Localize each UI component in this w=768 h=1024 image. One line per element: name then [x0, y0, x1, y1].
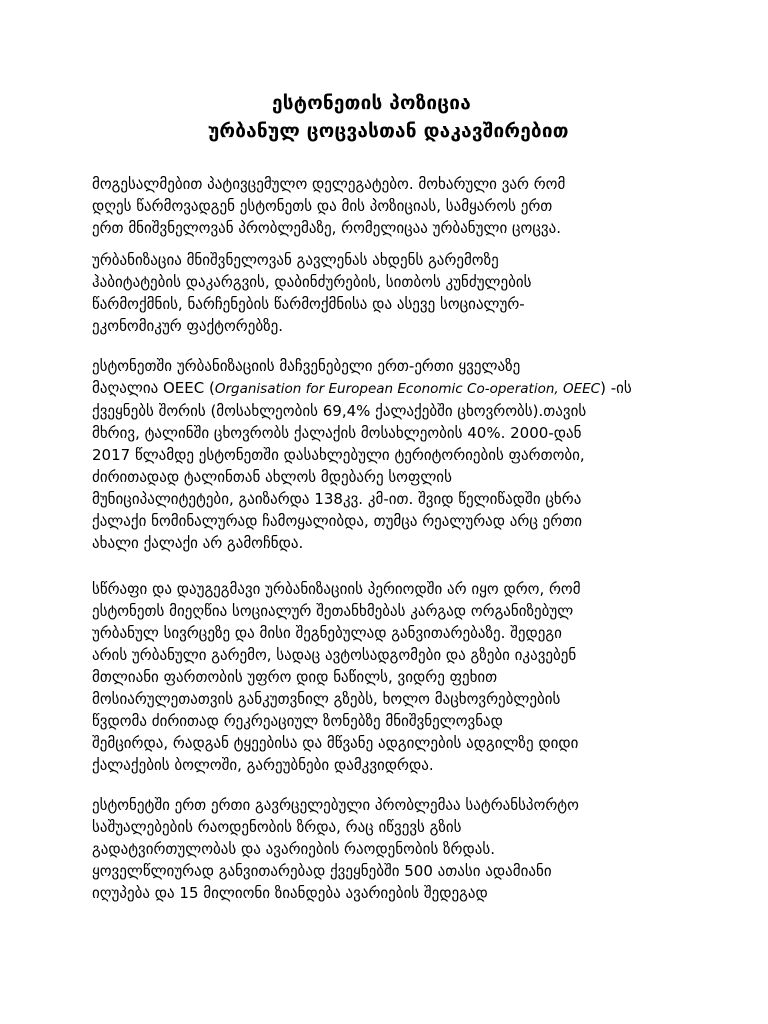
- paragraph-transport-problem: [92, 794, 692, 904]
- paragraph-line: ქალაქი ნომინალურად ჩამოყალიბდა, თუმცა რეალურად არც ერთი: [92, 512, 583, 530]
- paragraph-line: დღეს წარმოვადგენ ესტონეთს და მის პოზიციას, სამყაროს ერთ: [92, 197, 553, 215]
- paragraph-urbanization-impact: [92, 249, 692, 337]
- paragraph-line: მხრივ, ტალინში ცხოვრობს ქალაქის მოსახლეობის 40%. 2000-დან: [92, 424, 582, 442]
- document-title-line-2: ურბანულ ცოცვასთან დაკავშირებით: [208, 120, 569, 142]
- paragraph-estonia-statistics: [92, 355, 692, 554]
- paragraph-line: მოსიარულეთათვის განკუთვნილ გზებს, ხოლო მაცხოვრებლების: [92, 690, 561, 708]
- paragraph-line: ყოველწლიურად განვითარებად ქვეყნებში 500 ათასი ადამიანი: [92, 862, 552, 880]
- paragraph-line: ქვეყნებს შორის (მოსახლეობის 69,4% ქალაქებში ცხოვრობს).თავის: [92, 402, 587, 420]
- paragraph-line: არის ურბანული გარემო, სადაც ავტოსადგომები და გზები იკავებენ: [92, 646, 577, 664]
- paragraph-line: ესტონეტში ერთ ერთი გავრცელებული პრობლემაა სატრანსპორტო: [92, 796, 579, 814]
- document-title-line-1: ესტონეთის პოზიცია: [272, 92, 471, 114]
- paragraph-line: წვდომა ძირითად რეკრეაციულ ზონებზე მნიშვნელოვნად: [92, 712, 503, 730]
- paragraph-line: გადატვირთულობას და ავარიების რაოდენობის ზრდას.: [92, 840, 495, 858]
- paragraph-line: ეკონომიკურ ფაქტორებზე.: [92, 317, 283, 335]
- paragraph-line: მთლიანი ფართობის უფრო დიდ ნაწილს, ვიდრე ფეხით: [92, 668, 498, 686]
- line-segment: ) -ის: [600, 379, 632, 397]
- paragraph-line: ურბანიზაცია მნიშვნელოვან გავლენას ახდენს გარემოზე: [92, 251, 499, 269]
- paragraph-unplanned-urbanization: [92, 578, 692, 776]
- paragraph-line: ესტონეთს მიეღწია სოციალურ შეთანხმებას კარგად ორგანიზებულ: [92, 602, 574, 620]
- paragraph-line-with-italic: [92, 377, 692, 400]
- paragraph-line: სწრაფი და დაუგეგმავი ურბანიზაციის პერიოდში არ იყო დრო, რომ: [92, 580, 581, 598]
- paragraph-line: საშუალებების რაოდენობის ზრდა, რაც იწვევს გზის: [92, 818, 462, 836]
- paragraph-line: 2017 წლამდე ესტონეთში დასახლებული ტერიტორიების ფართობი,: [92, 446, 585, 464]
- line-segment: მაღალია OEEC (: [92, 379, 215, 397]
- paragraph-line: ერთ მნიშვნელოვან პრობლემაზე, რომელიცაა ურბანული ცოცვა.: [92, 219, 561, 237]
- paragraph-line: იღუპება და 15 მილიონი ზიანდება ავარიების შედეგად: [92, 884, 488, 902]
- paragraph-line: ახალი ქალაქი არ გამოჩნდა.: [92, 534, 304, 552]
- paragraph-line: მოგესალმებით პატივცემულო დელეგატებო. მოხარული ვარ რომ: [92, 175, 566, 193]
- paragraph-line: ძირითადად ტალინთან ახლოს მდებარე სოფლის: [92, 468, 452, 486]
- italic-organisation-name: Organisation for European Economic Co-operation, OEEC: [214, 381, 601, 397]
- paragraph-line: ესტონეთში ურბანიზაციის მაჩვენებელი ერთ-ერთი ყველაზე: [92, 357, 521, 375]
- paragraph-line: მუნიციპალიტეტები, გაიზარდა 138კვ. კმ-ით. შვიდ წელიწადში ცხრა: [92, 490, 582, 508]
- paragraph-line: ურბანულ სივრცეზე და მისი შეგნებულად განვითარებაზე. შედეგი: [92, 624, 562, 642]
- paragraph-line: შემცირდა, რადგან ტყეებისა და მწვანე ადგილების ადგილზე დიდი: [92, 734, 579, 752]
- paragraph-line: ქალაქების ბოლოში, გარეუბნები დამკვიდრდა.: [92, 756, 434, 774]
- paragraph-line: ჰაბიტატების დაკარგვის, დაბინძურების, სითბოს კუნძულების: [92, 273, 532, 291]
- paragraph-line: წარმოქმნის, ნარჩენების წარმოქმნისა და ასევე სოციალურ-: [92, 295, 525, 313]
- paragraph-greeting: [92, 173, 692, 239]
